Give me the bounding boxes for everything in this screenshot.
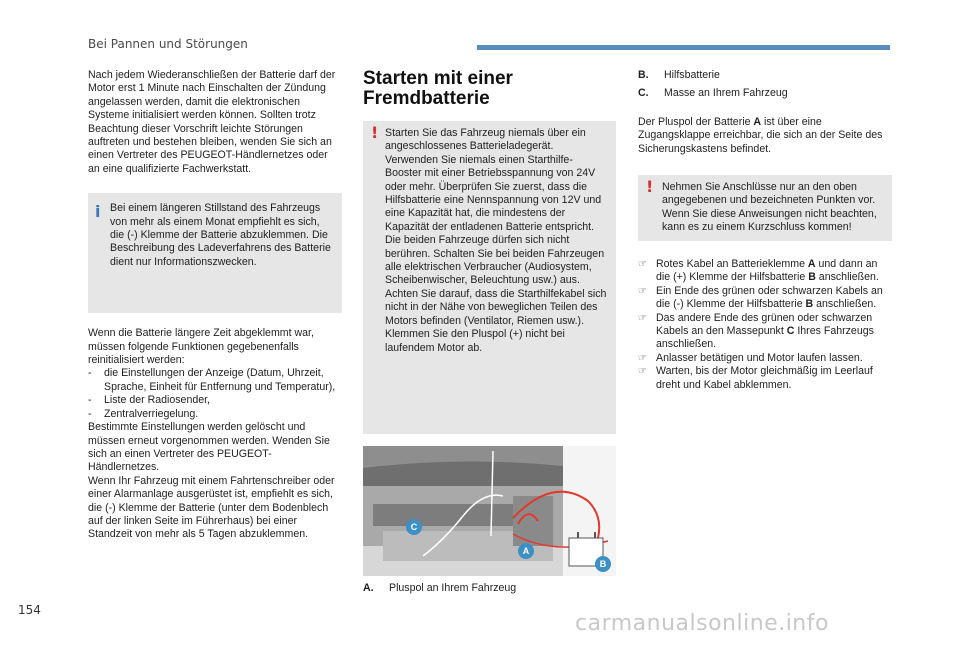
warning-box — [363, 121, 616, 434]
finger-pointer-icon: ☞ — [638, 259, 647, 271]
jump-start-steps — [638, 258, 892, 392]
column-left — [88, 69, 342, 542]
callout-a: A — [518, 543, 534, 559]
list-item: ☞ Warten, bis der Motor gleichmäßig im Leerlauf dreht und Kabel abklemmen. — [638, 365, 873, 391]
reinit-tail: Bestimmte Einstellungen werden gelöscht und müssen erneut vorgenommen werden. Wenden Sie sich an einen Vertreter des PEUGEOT-Händlernetzes. — [88, 421, 330, 474]
section-accent-bar — [477, 45, 890, 50]
battery-access-paragraph: Der Pluspol der Batterie A ist über eine Zugangsklappe erreichbar, die sich an der Seite des Sicherungskastens befindet. — [638, 115, 883, 155]
list-item: - Liste der Radiosender, — [88, 394, 211, 407]
callout-b: B — [595, 556, 611, 572]
list-item: - Zentralverriegelung. — [88, 407, 199, 420]
list-item: ☞ Anlasser betätigen und Motor laufen lassen. — [638, 351, 863, 364]
watermark: carmanualsonline.info — [575, 611, 829, 636]
warning-box-connections — [638, 175, 892, 241]
info-box — [88, 193, 342, 313]
reinit-lead: Wenn die Batterie längere Zeit abgeklemmt war, müssen folgende Funktionen gegebenenfalls reinitialisiert werden: — [88, 327, 314, 367]
column-middle — [363, 69, 616, 434]
engine-bay-illustration — [363, 446, 616, 576]
list-item: ☞ Rotes Kabel an Batterieklemme A und dann an die (+) Klemme der Hilfsbatterie B anschließen. — [638, 258, 879, 284]
page-heading: Starten mit einer Fremdbatterie — [363, 68, 513, 109]
reinit-list — [88, 367, 342, 421]
finger-pointer-icon: ☞ — [638, 312, 647, 324]
caption-text: Pluspol an Ihrem Fahrzeug — [389, 582, 517, 594]
list-item: ☞ Das andere Ende des grünen oder schwarzen Kabels an den Massepunkt C Ihres Fahrzeugs anschließen. — [638, 311, 874, 351]
info-box-text: Bei einem längeren Stillstand des Fahrzeugs von mehr als einem Monat empfiehlt es sich, die (-) Klemme der Batterie abzuklemmen. Die Beschreibung des Ladeverfahrens des Batterie dient nur Informationszwecken. — [110, 202, 331, 268]
figure-caption — [363, 582, 516, 595]
legend-item: C. Masse an Ihrem Fahrzeug — [638, 87, 788, 100]
finger-pointer-icon: ☞ — [638, 352, 647, 364]
page-number: 154 — [18, 603, 41, 617]
callout-c: C — [406, 519, 422, 535]
finger-pointer-icon: ☞ — [638, 285, 647, 297]
intro-paragraph: Nach jedem Wiederanschließen der Batterie darf der Motor erst 1 Minute nach Einschalten der Zündung angelassen werden, damit die elektronischen Systeme initialisiert werden können. Sollten trotz Beachtung dieser Vorschrift leichte Störungen auftreten und bestehen bleiben, wenden Sie sich an einen Vertreter des PEUGEOT-Händlernetzes oder an eine qualifizierte Fachwerkstatt. — [88, 69, 336, 175]
column-right — [638, 69, 892, 392]
info-icon: i — [95, 202, 101, 222]
warning-box-text: Starten Sie das Fahrzeug niemals über ein angeschlossenes Batterieladegerät. Verwenden Sie niemals einen Starthilfe-Booster mit einer Betriebsspannung von 24V oder mehr. Überprüfen Sie zuerst, dass die Hilfsbatterie eine Nennspannung von 12V und eine Kapazität hat, die mindestens der Kapazität der entladenen Batterie entspricht. Die beiden Fahrzeuge dürfen sich nicht berühren. Schalten Sie bei beiden Fahrzeugen alle elektrischen Verbraucher (Audiosystem, Scheibenwischer, Beleuchtung usw.) aus. Achten Sie darauf, dass die Starthilfekabel sich nicht in der Nähe von beweglichen Teilen des Motors befinden (Ventilator, Riemen usw.). Klemmen Sie den Pluspol (+) nicht bei laufendem Motor ab. — [385, 127, 607, 354]
tachograph-paragraph: Wenn Ihr Fahrzeug mit einem Fahrtenschreiber oder einer Alarmanlage ausgerüstet ist, empfiehlt es sich, die (-) Klemme der Batterie (unter dem Bodenblech auf der linken Seite im Führerhaus) bei einer Standzeit von mehr als 5 Tagen abzuklemmen. — [88, 474, 335, 541]
section-title: Bei Pannen und Störungen — [88, 37, 248, 51]
list-item: - die Einstellungen der Anzeige (Datum, Uhrzeit, Sprache, Einheit für Entfernung und Temperatur), — [88, 367, 336, 393]
finger-pointer-icon: ☞ — [638, 366, 647, 378]
warning-icon: ! — [646, 177, 654, 197]
warning-icon: ! — [371, 123, 379, 142]
caption-key: A. — [363, 582, 374, 594]
warning-box-connections-text: Nehmen Sie Anschlüsse nur an den oben angegebenen und bezeichneten Punkten vor. Wenn Sie diese Anweisungen nicht beachten, kann es zu einem Kurzschluss kommen! — [662, 181, 877, 234]
legend-item: B. Hilfsbatterie — [638, 69, 720, 81]
list-item: ☞ Ein Ende des grünen oder schwarzen Kabels an die (-) Klemme der Hilfsbatterie B anschließen. — [638, 284, 883, 311]
